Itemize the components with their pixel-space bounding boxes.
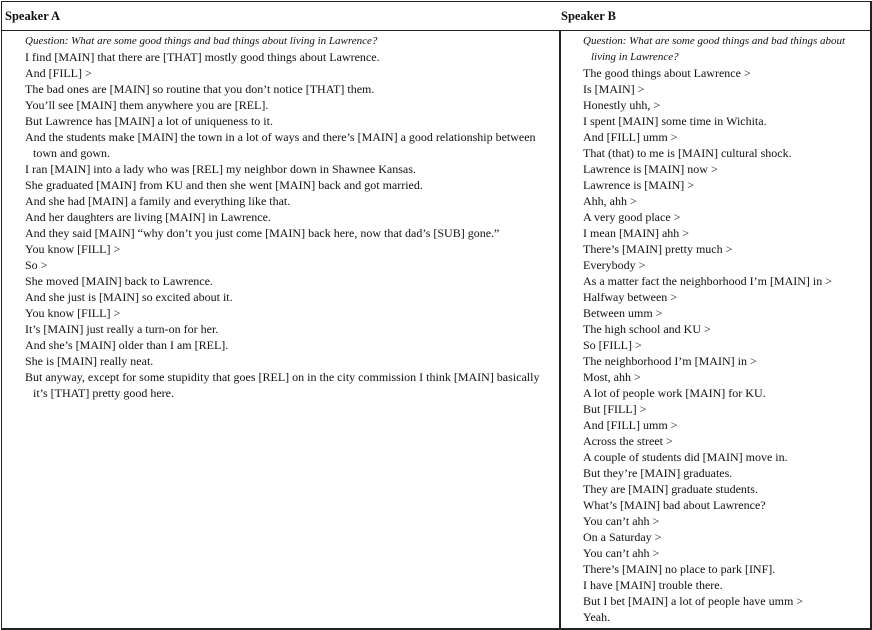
speaker-a-lines [25,49,553,401]
transcript-line: As a matter fact the neighborhood I’m [MAIN] in > [583,274,833,288]
transcript-line: Everybody > [583,258,646,272]
transcript-line: They are [MAIN] graduate students. [583,482,758,496]
transcript-line: So > [25,258,48,272]
transcript-table [1,1,872,630]
speaker-b-column [583,33,865,625]
speaker-a-heading: Speaker A [5,9,60,23]
transcript-line: The good things about Lawrence > [583,66,751,80]
transcript-line: But [FILL] > [583,402,647,416]
transcript-line: I have [MAIN] trouble there. [583,578,723,592]
transcript-line: And her daughters are living [MAIN] in Lawrence. [25,210,271,224]
transcript-line: But they’re [MAIN] graduates. [583,466,733,480]
transcript-line: Between umm > [583,306,663,320]
transcript-line: Yeah. [583,610,611,624]
transcript-line: And [FILL] umm > [583,130,678,144]
transcript-line: And she just is [MAIN] so excited about it. [25,290,233,304]
speaker-b-lines [583,65,865,625]
transcript-line: Honestly uhh, > [583,98,661,112]
transcript-line: I mean [MAIN] ahh > [583,226,690,240]
transcript-line: And the students make [MAIN] the town in a lot of ways and there’s [MAIN] a good relationship between town and gown. [25,130,536,160]
transcript-line: Ahh, ahh > [583,194,637,208]
transcript-line: Across the street > [583,434,673,448]
transcript-line: That (that) to me is [MAIN] cultural shock. [583,146,792,160]
transcript-line: Lawrence is [MAIN] now > [583,162,718,176]
transcript-line: It’s [MAIN] just really a turn-on for her. [25,322,219,336]
transcript-line: A very good place > [583,210,681,224]
speaker-a-question: Question: What are some good things and bad things about living in Lawrence? [25,35,378,47]
transcript-line: You can’t ahh > [583,546,660,560]
table-header-row [2,2,870,31]
transcript-line: Is [MAIN] > [583,82,645,96]
transcript-line: And [FILL] > [25,66,92,80]
transcript-line: You know [FILL] > [25,242,121,256]
transcript-line: A lot of people work [MAIN] for KU. [583,386,766,400]
transcript-line: A couple of students did [MAIN] move in. [583,450,788,464]
transcript-line: But anyway, except for some stupidity that goes [REL] on in the city commission I think [MAIN] basically it’s [THAT] pretty good here. [25,370,540,400]
transcript-line: Halfway between > [583,290,678,304]
transcript-line: And they said [MAIN] “why don’t you just come [MAIN] back here, now that dad’s [SUB] gone.” [25,226,500,240]
transcript-line: You can’t ahh > [583,514,660,528]
transcript-line: The high school and KU > [583,322,711,336]
transcript-line: What’s [MAIN] bad about Lawrence? [583,498,766,512]
transcript-line: On a Saturday > [583,530,662,544]
transcript-line: There’s [MAIN] pretty much > [583,242,733,256]
speaker-b-question: Question: What are some good things and bad things about living in Lawrence? [583,35,846,63]
transcript-line: And she had [MAIN] a family and everything like that. [25,194,291,208]
transcript-line: There’s [MAIN] no place to park [INF]. [583,562,776,576]
transcript-line: I find [MAIN] that there are [THAT] mostly good things about Lawrence. [25,50,380,64]
transcript-line: I ran [MAIN] into a lady who was [REL] my neighbor down in Shawnee Kansas. [25,162,416,176]
speaker-b-heading: Speaker B [561,9,616,23]
transcript-line: But I bet [MAIN] a lot of people have umm > [583,594,804,608]
transcript-line: She moved [MAIN] back to Lawrence. [25,274,213,288]
transcript-line: The neighborhood I’m [MAIN] in > [583,354,757,368]
transcript-line: The bad ones are [MAIN] so routine that you don’t notice [THAT] them. [25,82,375,96]
transcript-line: She graduated [MAIN] from KU and then she went [MAIN] back and got married. [25,178,423,192]
transcript-line: You know [FILL] > [25,306,121,320]
transcript-line: Most, ahh > [583,370,641,384]
column-divider [559,31,561,628]
transcript-line: And she’s [MAIN] older than I am [REL]. [25,338,229,352]
transcript-line: She is [MAIN] really neat. [25,354,154,368]
transcript-line: And [FILL] umm > [583,418,678,432]
transcript-line: But Lawrence has [MAIN] a lot of uniqueness to it. [25,114,273,128]
transcript-line: I spent [MAIN] some time in Wichita. [583,114,767,128]
speaker-a-column [25,33,553,401]
transcript-line: So [FILL] > [583,338,642,352]
transcript-line: You’ll see [MAIN] them anywhere you are [REL]. [25,98,269,112]
transcript-line: Lawrence is [MAIN] > [583,178,695,192]
